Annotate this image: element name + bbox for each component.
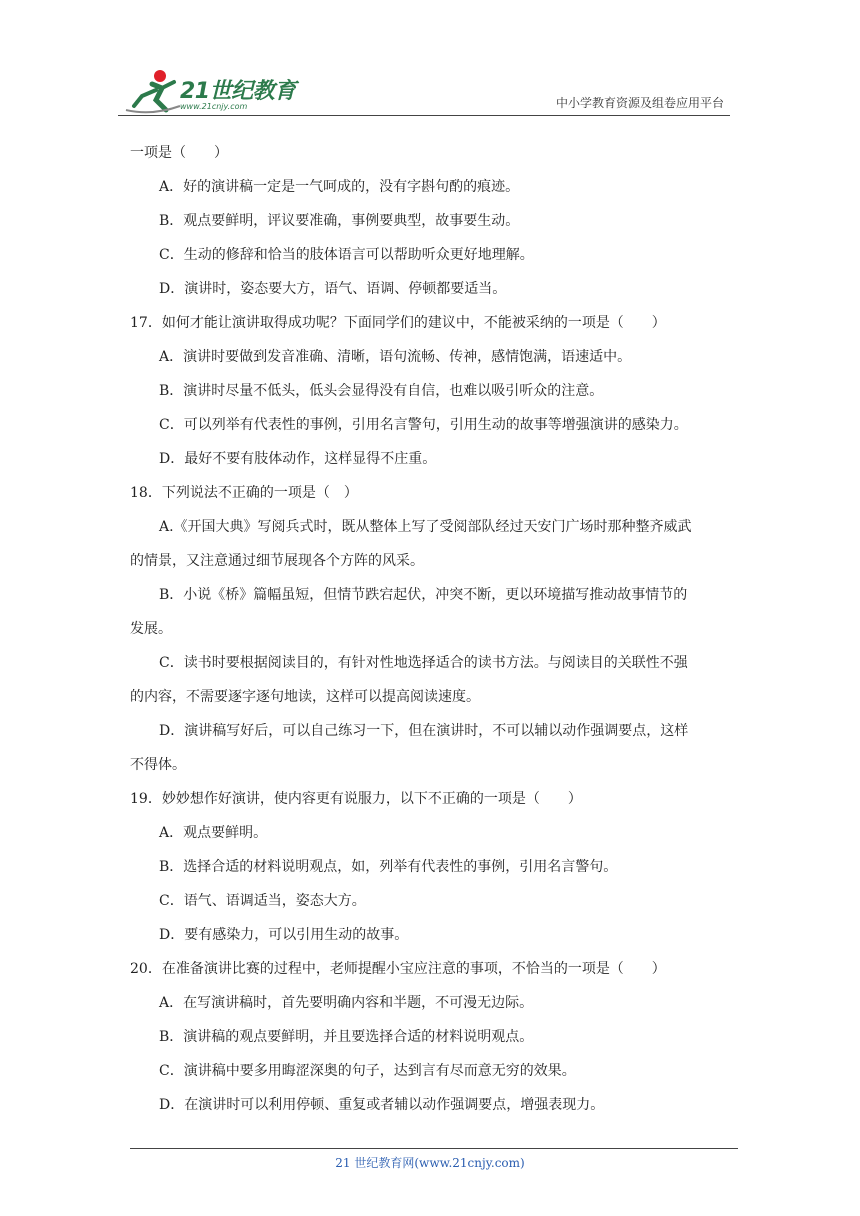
question-20: 20．在准备演讲比赛的过程中，老师提醒小宝应注意的事项，不恰当的一项是（ ） xyxy=(130,961,666,977)
option-line: B．演讲稿的观点要鲜明，并且要选择合适的材料说明观点。 xyxy=(159,1029,534,1045)
option-line: D．演讲稿写好后，可以自己练习一下，但在演讲时，不可以辅以动作强调要点，这样 xyxy=(159,723,689,739)
page-header xyxy=(118,60,730,116)
footer-link[interactable]: 21 世纪教育网(www.21cnjy.com) xyxy=(335,1156,525,1170)
option-line: D．要有感染力，可以引用生动的故事。 xyxy=(159,927,409,943)
header-divider xyxy=(118,115,730,116)
question-content xyxy=(130,136,730,1122)
option-line: D．演讲时，姿态要大方，语气、语调、停顿都要适当。 xyxy=(159,281,507,297)
option-line: A．演讲时要做到发音准确、清晰，语句流畅、传神，感情饱满，语速适中。 xyxy=(159,349,632,365)
question-18: 18．下列说法不正确的一项是（ ） xyxy=(130,485,358,501)
option-line: B．选择合适的材料说明观点，如，列举有代表性的事例，引用名言警句。 xyxy=(159,859,618,875)
site-logo xyxy=(122,66,322,116)
option-line: C．演讲稿中要多用晦涩深奥的句子，达到言有尽而意无穷的效果。 xyxy=(159,1063,576,1079)
runner-logo-icon xyxy=(122,66,182,116)
option-continuation: 的内容，不需要逐字逐句地读，这样可以提高阅读速度。 xyxy=(130,689,480,705)
logo-text: 21世纪教育 xyxy=(180,79,296,104)
option-line: C．生动的修辞和恰当的肢体语言可以帮助听众更好地理解。 xyxy=(159,247,534,263)
option-line: C．可以列举有代表性的事例，引用名言警句，引用生动的故事等增强演讲的感染力。 xyxy=(159,417,688,433)
logo-url: www.21cnjy.com xyxy=(180,102,248,111)
option-line: B．观点要鲜明，评议要准确，事例要典型，故事要生动。 xyxy=(159,213,520,229)
option-line: B．演讲时尽量不低头，低头会显得没有自信，也难以吸引听众的注意。 xyxy=(159,383,604,399)
option-line: A.《开国大典》写阅兵式时，既从整体上写了受阅部队经过天安门广场时那种整齐威武 xyxy=(159,519,692,535)
text-line: 一项是（ ） xyxy=(130,145,228,161)
option-line: D．最好不要有肢体动作，这样显得不庄重。 xyxy=(159,451,437,467)
option-line: C．读书时要根据阅读目的，有针对性地选择适合的读书方法。与阅读目的关联性不强 xyxy=(159,655,688,671)
option-continuation: 不得体。 xyxy=(130,757,186,773)
platform-title: 中小学教育资源及组卷应用平台 xyxy=(555,96,724,110)
option-line: A．在写演讲稿时，首先要明确内容和半题，不可漫无边际。 xyxy=(159,995,534,1011)
question-17: 17．如何才能让演讲取得成功呢？下面同学们的建议中，不能被采纳的一项是（ ） xyxy=(130,315,666,331)
option-line: A．观点要鲜明。 xyxy=(159,825,268,841)
option-continuation: 的情景，又注意通过细节展现各个方阵的风采。 xyxy=(130,553,424,569)
option-line: A．好的演讲稿一定是一气呵成的，没有字斟句酌的痕迹。 xyxy=(159,179,520,195)
option-line: C．语气、语调适当，姿态大方。 xyxy=(159,893,366,909)
footer-divider xyxy=(130,1148,738,1149)
question-19: 19．妙妙想作好演讲，使内容更有说服力，以下不正确的一项是（ ） xyxy=(130,791,582,807)
option-line: D．在演讲时可以利用停顿、重复或者辅以动作强调要点，增强表现力。 xyxy=(159,1097,605,1113)
option-continuation: 发展。 xyxy=(130,621,172,637)
option-line: B．小说《桥》篇幅虽短，但情节跌宕起伏，冲突不断，更以环境描写推动故事情节的 xyxy=(159,587,688,603)
